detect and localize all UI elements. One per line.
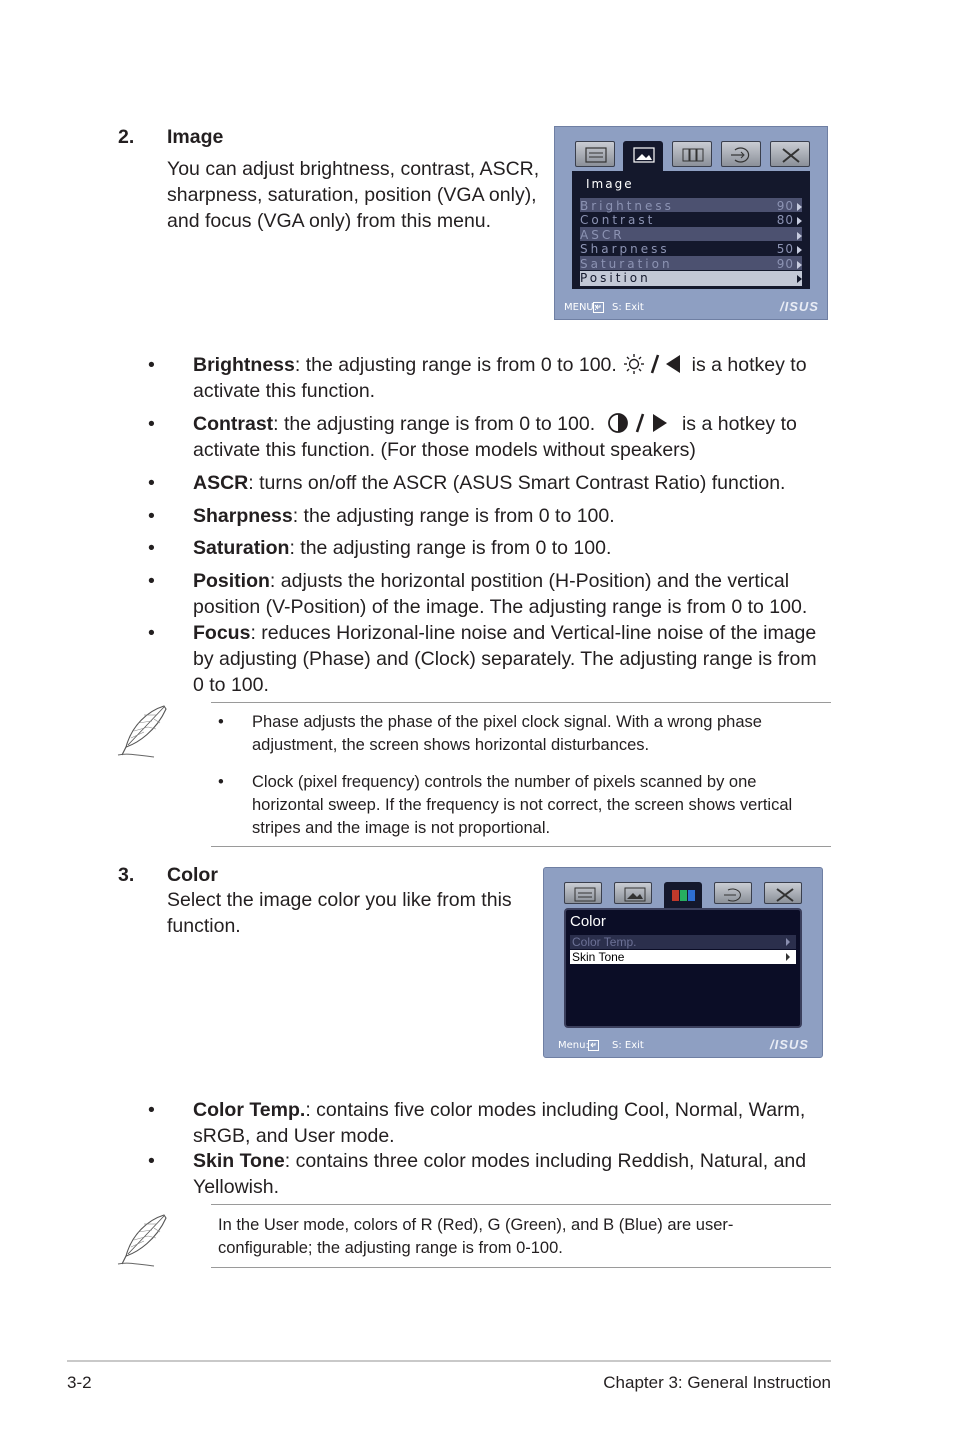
bullet-color-temp: Color Temp.: contains five color modes including Cool, Normal, Warm, sRGB, and User mode. <box>193 1099 806 1147</box>
osd-footer-menu: Menu: <box>558 1040 589 1051</box>
asus-logo: /ISUS <box>780 299 819 314</box>
bullet-saturation: Saturation: the adjusting range is from 0 to 100. <box>193 537 612 559</box>
osd-tab-splendid-icon <box>564 882 602 904</box>
osd-footer-exit: S: Exit <box>612 302 644 313</box>
osd-tab-input-icon <box>721 141 761 167</box>
osd-row-color-temp: Color Temp. <box>570 935 796 949</box>
contrast-hotkey-icon <box>601 413 677 433</box>
bullet-brightness: Brightness: the adjusting range is from 0 to 100. is a hotkey to activate this function. <box>193 354 807 402</box>
enter-icon <box>588 1040 600 1051</box>
osd-footer-exit: S: Exit <box>612 1040 644 1051</box>
osd-image-screenshot <box>554 126 828 320</box>
osd-row-sharpness: Sharpness 50 <box>580 243 802 256</box>
note-clock: Clock (pixel frequency) controls the number of pixels scanned by one horizontal sweep. If the frequency is not correct, the screen shows vertical stripes and the image is not proportional. <box>252 773 793 837</box>
osd-panel <box>572 171 810 289</box>
osd-row-skin-tone: Skin Tone <box>570 950 796 964</box>
note-user-mode: In the User mode, colors of R (Red), G (Green), and B (Blue) are user- configurable; the adjusting range is from 0-100. <box>218 1216 734 1257</box>
osd-row-contrast: Contrast 80 <box>580 214 802 227</box>
section-number: 2. <box>118 126 135 148</box>
osd-tab-setup-icon <box>770 141 810 167</box>
section-desc: You can adjust brightness, contrast, ASCR, sharpness, saturation, position (VGA only), and focus (VGA only) from this menu. <box>167 158 540 232</box>
osd-tab-splendid-icon <box>575 141 615 167</box>
osd-tab-image-icon <box>623 141 663 175</box>
osd-panel-title: Image <box>586 177 634 191</box>
osd-tab-image-icon <box>614 882 652 904</box>
brightness-hotkey-icon <box>622 354 686 374</box>
osd-tab-color-icon <box>672 141 712 167</box>
osd-color-screenshot <box>543 867 823 1058</box>
osd-tab-input-icon <box>714 882 752 904</box>
enter-icon <box>593 302 605 313</box>
bullet-focus: Focus: reduces Horizonal-line noise and Vertical-line noise of the image by adjusting (Phase) and (Clock) separately. The adjusting range is from 0 to 100. <box>193 622 817 696</box>
osd-row-brightness: Brightness 90 <box>580 200 802 213</box>
section-desc: Select the image color you like from this function. <box>167 889 512 937</box>
chapter-title: Chapter 3: General Instruction <box>603 1373 831 1392</box>
osd-tab-setup-icon <box>764 882 802 904</box>
note-phase: Phase adjusts the phase of the pixel clock signal. With a wrong phase adjustment, the screen shows horizontal disturbances. <box>252 713 762 754</box>
bullet-position: Position: adjusts the horizontal postition (H-Position) and the vertical position (V-Position) of the image. The adjusting range is from 0 to 100. <box>193 570 808 618</box>
osd-panel-title: Color <box>570 913 606 930</box>
section-title: Color <box>167 864 218 886</box>
note-feather-icon <box>114 1212 172 1270</box>
osd-row-saturation: Saturation 90 <box>580 258 802 271</box>
bullet-ascr: ASCR: turns on/off the ASCR (ASUS Smart Contrast Ratio) function. <box>193 472 786 494</box>
section-title: Image <box>167 126 224 148</box>
osd-footer-menu: MENU: <box>564 302 598 313</box>
asus-logo: /ISUS <box>770 1037 809 1052</box>
page-number: 3-2 <box>67 1373 92 1392</box>
bullet-sharpness: Sharpness: the adjusting range is from 0 to 100. <box>193 505 615 527</box>
bullet-skin-tone: Skin Tone: contains three color modes including Reddish, Natural, and Yellowish. <box>193 1150 807 1198</box>
osd-panel <box>564 908 802 1028</box>
section-number: 3. <box>118 864 135 886</box>
osd-row-ascr: ASCR <box>580 229 802 242</box>
bullet-contrast: Contrast: the adjusting range is from 0 to 100. is a hotkey to activate this function. (For those models without speakers) <box>193 413 797 461</box>
note-feather-icon <box>114 703 172 761</box>
osd-row-position: Position <box>580 272 802 285</box>
